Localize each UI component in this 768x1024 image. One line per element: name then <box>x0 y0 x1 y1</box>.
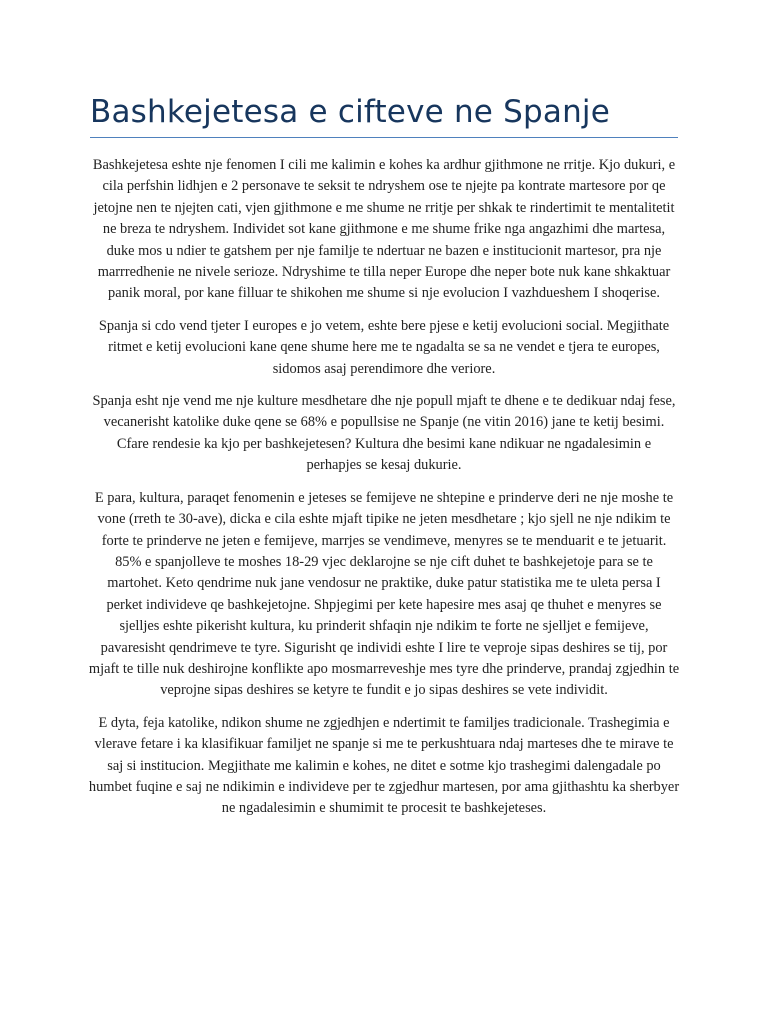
title-underline <box>90 137 678 138</box>
document-title: Bashkejetesa e cifteve ne Spanje <box>90 94 611 130</box>
paragraph-3: Spanja esht nje vend me nje kulture mesdhetare dhe nje popull mjaft te dhene e te dedikuar ndaj fese, vecanerisht katolike duke qene se 68% e popullsise ne Spanje (ne vitin 2016) jane te ketij besimi. Cfare rendesie ka kjo per bashkejetesen? Kultura dhe besimi kane ndikuar ne ngadalesimin e perhapjes se kesaj dukurie. <box>92 393 676 474</box>
paragraph-4: E para, kultura, paraqet fenomenin e jeteses se femijeve ne shtepine e prinderve deri ne nje moshe te vone (rreth te 30-ave), dicka e cila eshte mjaft tipike ne jeten mesdhetare ; kjo sjell ne nje ndikim te forte te prinderve ne jeten e femijeve, marrjes se vendimeve, menyres se te menduarit e te jetuarit. 85% e spanjolleve te moshes 18-29 vjec deklarojne se nje cift duhet te bashkejetoje para se te martohet. Keto qendrime nuk jane vendosur ne praktike, duke patur statistika me te uleta persa I perket individeve qe bashkejetojne. Shpjegimi per kete hapesire mes asaj qe thuhet e menyres se sjelljes eshte pikerisht kultura, ku prinderit shfaqin nje ndikim te forte ne sjelljet e femijeve, pavaresisht qendrimeve te tyre. Sigurisht qe individi eshte I lire te veproje sipas deshires se tij, por mjaft te tille nuk deshirojne konflikte apo mosmarreveshje mes tyre dhe prinderve, prandaj zgjedhin te veprojne sipas deshires se ketyre te fundit e jo sipas deshires se vete individit. <box>88 489 680 699</box>
document-body <box>88 155 680 831</box>
paragraph-2: Spanja si cdo vend tjeter I europes e jo vetem, eshte bere pjese e ketij evolucioni social. Megjithate ritmet e ketij evolucioni kane qene shume here me te ngadalta se sa ne vendet e tjera te europes, sidomos asaj perendimore dhe veriore. <box>98 317 670 377</box>
paragraph-1: Bashkejetesa eshte nje fenomen I cili me kalimin e kohes ka ardhur gjithmone ne rritje. Kjo dukuri, e cila perfshin lidhjen e 2 personave te seksit te ndryshem ose te njejte pa kontrate martesore por qe jetojne nen te njejten cati, vjen gjithmone e me shume ne rritje per shkak te rindertimit te mentalitetit ne breza te ndryshem. Individet sot kane gjithmone e me shume frike nga angazhimi dhe martesa, duke mos u ndier te gatshem per nje familje te ndertuar ne bazen e institucionit martesor, pra nje marrredhenie ne nivele serioze. Ndryshime te tilla neper Europe dhe neper bote nuk kane shkaktuar panik moral, por kane filluar te shikohen me shume si nje evolucion I vazhdueshem I shoqerise. <box>92 157 676 302</box>
paragraph-5: E dyta, feja katolike, ndikon shume ne zgjedhjen e ndertimit te familjes tradicionale. Trashegimia e vlerave fetare i ka klasifikuar familjet ne spanje si me te perkushtuara ndaj marteses dhe te mirave te saj si institucion. Megjithate me kalimin e kohes, ne ditet e sotme kjo trashegimi dalengadale po humbet fuqine e saj ne ndikimin e individeve per te zgjedhur martesen, por ama gjithashtu ka sherbyer ne ngadalesimin e shumimit te procesit te bashkejeteses. <box>88 714 680 817</box>
